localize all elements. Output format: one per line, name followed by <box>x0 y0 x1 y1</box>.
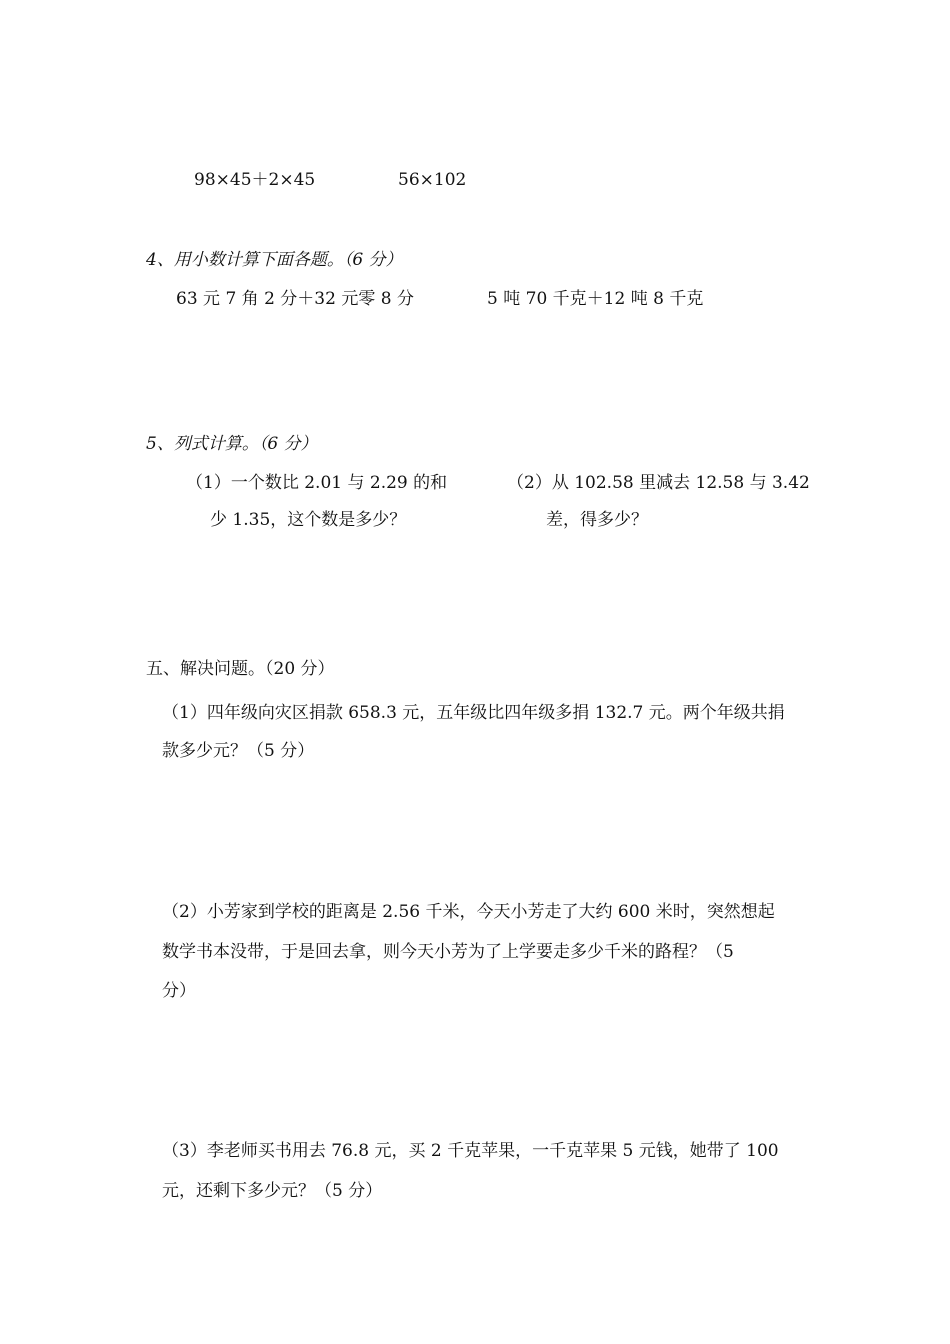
word-problem-1-line-2: 款多少元？（5 分） <box>162 741 315 761</box>
word-problem-3-line-1: （3）李老师买书用去 76.8 元，买 2 千克苹果，一千克苹果 5 元钱，她带了 100 <box>162 1141 779 1161</box>
q5-problem-2-line-1: （2）从 102.58 里减去 12.58 与 3.42 <box>507 473 810 493</box>
word-problem-2-line-3: 分） <box>162 981 196 1001</box>
q4-heading: 4、用小数计算下面各题。（6 分） <box>146 250 403 270</box>
section5-heading: 五、解决问题。（20 分） <box>146 659 335 679</box>
q5-problem-2-line-2: 差，得多少？ <box>546 510 648 530</box>
word-problem-1-line-1: （1）四年级向灾区捐款 658.3 元，五年级比四年级多捐 132.7 元。两个年级共捐 <box>162 703 785 723</box>
calc-expression-a: 98×45＋2×45 <box>194 170 316 190</box>
q4-expression-a: 63 元 7 角 2 分＋32 元零 8 分 <box>176 289 414 309</box>
q5-problem-1-line-1: （1）一个数比 2.01 与 2.29 的和 <box>186 473 448 493</box>
word-problem-2-line-1: （2）小芳家到学校的距离是 2.56 千米，今天小芳走了大约 600 米时，突然想起 <box>162 902 775 922</box>
word-problem-2-line-2: 数学书本没带，于是回去拿，则今天小芳为了上学要走多少千米的路程？（5 <box>162 942 734 962</box>
q5-heading: 5、列式计算。（6 分） <box>146 434 318 454</box>
q4-expression-b: 5 吨 70 千克＋12 吨 8 千克 <box>487 289 704 309</box>
word-problem-3-line-2: 元，还剩下多少元？（5 分） <box>162 1181 383 1201</box>
q5-problem-1-line-2: 少 1.35，这个数是多少？ <box>210 510 407 530</box>
calc-expression-b: 56×102 <box>398 170 467 190</box>
